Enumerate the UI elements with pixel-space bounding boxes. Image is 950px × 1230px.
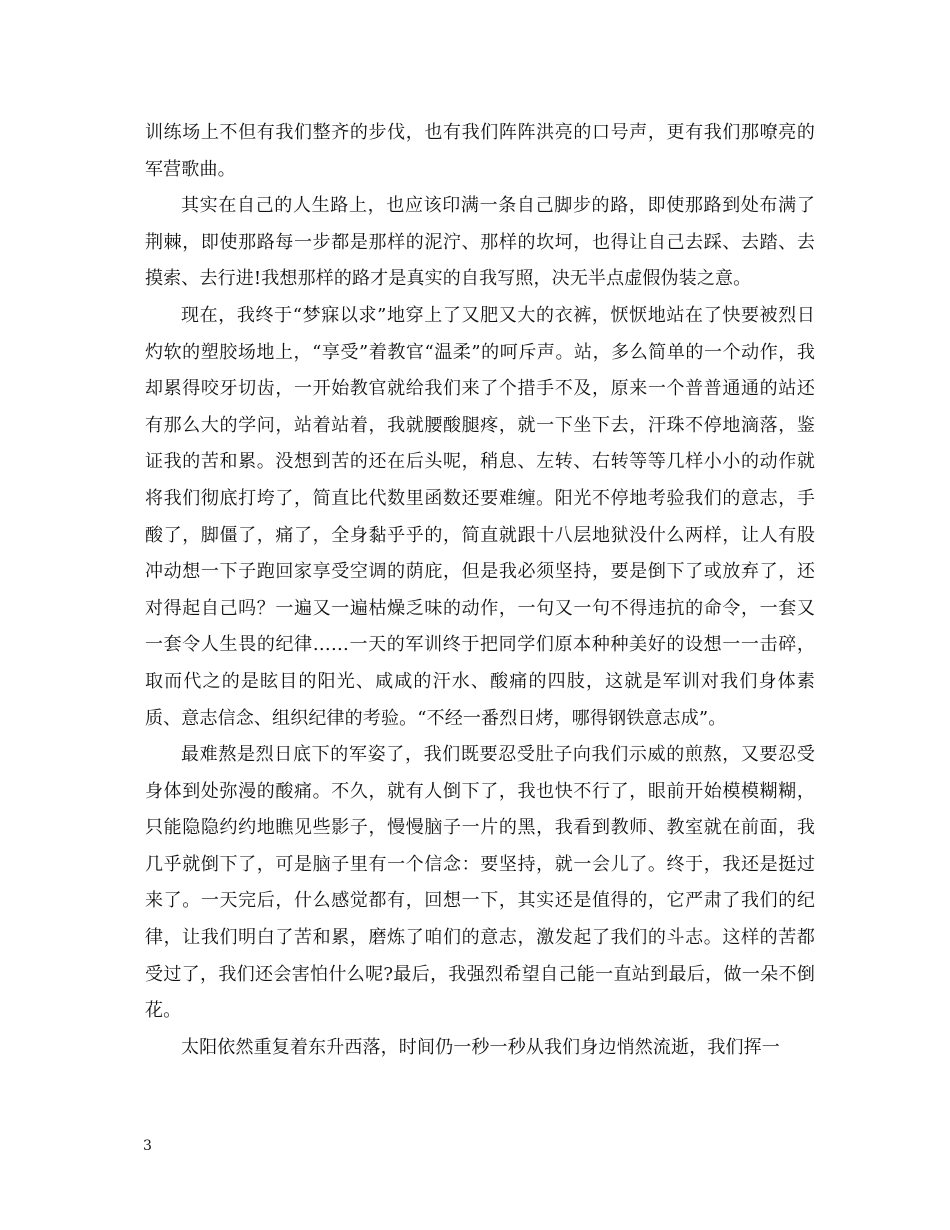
paragraph-3: 现在，我终于“梦寐以求”地穿上了又肥又大的衣裤，恹恹地站在了快要被烈日灼软的塑胶场地上，“享受”着教官“温柔”的呵斥声。站，多么简单的一个动作，我却累得咬牙切齿，一开始教官就给我们来了个措手不及，原来一个普普通通的站还有那么大的学问，站着站着，我就腰酸腿疼，就一下坐下去，汗珠不停地滴落，鉴证我的苦和累。没想到苦的还在后头呢，稍息、左转、右转等等几样小小的动作就将我们彻底打垮了，简直比代数里函数还要难缠。阳光不停地考验我们的意志，手酸了，脚僵了，痛了，全身黏乎乎的，简直就跟十八层地狱没什么两样，让人有股冲动想一下子跑回家享受空调的荫庇，但是我必须坚持，要是倒下了或放弃了，还对得起自己吗？一遍又一遍枯燥乏味的动作，一句又一句不得违抗的命令，一套又一套令人生畏的纪律……一天的军训终于把同学们原本种种美好的设想一一击碎，取而代之的是眩目的阳光、咸咸的汗水、酸痛的四肢，这就是军训对我们身体素质、意志信念、组织纪律的考验。“不经一番烈日烤，哪得钢铁意志成”。 (145, 304, 815, 729)
paragraph-1: 训练场上不但有我们整齐的步伐，也有我们阵阵洪亮的口号声，更有我们那嘹亮的军营歌曲。 (145, 122, 815, 180)
body-text (145, 115, 815, 1066)
page-number: 3 (143, 1138, 152, 1154)
paragraph-2: 其实在自己的人生路上，也应该印满一条自己脚步的路，即使那路到处布满了荆棘，即使那路每一步都是那样的泥泞、那样的坎坷，也得让自己去踩、去踏、去摸索、去行进!我想那样的路才是真实的自我写照，决无半点虚假伪装之意。 (145, 195, 815, 290)
paragraph-4: 最难熬是烈日底下的军姿了，我们既要忍受肚子向我们示威的煎熬，又要忍受身体到处弥漫的酸痛。不久，就有人倒下了，我也快不行了，眼前开始模模糊糊，只能隐隐约约地瞧见些影子，慢慢脑子一片的黑，我看到教师、教室就在前面，我几乎就倒下了，可是脑子里有一个信念：要坚持，就一会儿了。终于，我还是挺过来了。一天完后，什么感觉都有，回想一下，其实还是值得的，它严肃了我们的纪律，让我们明白了苦和累，磨炼了咱们的意志，激发起了我们的斗志。这样的苦都受过了，我们还会害怕什么呢?最后，我强烈希望自己能一直站到最后，做一朵不倒花。 (145, 744, 815, 1022)
paragraph-5: 太阳依然重复着东升西落，时间仍一秒一秒从我们身边悄然流逝，我们挥一 (181, 1036, 780, 1058)
